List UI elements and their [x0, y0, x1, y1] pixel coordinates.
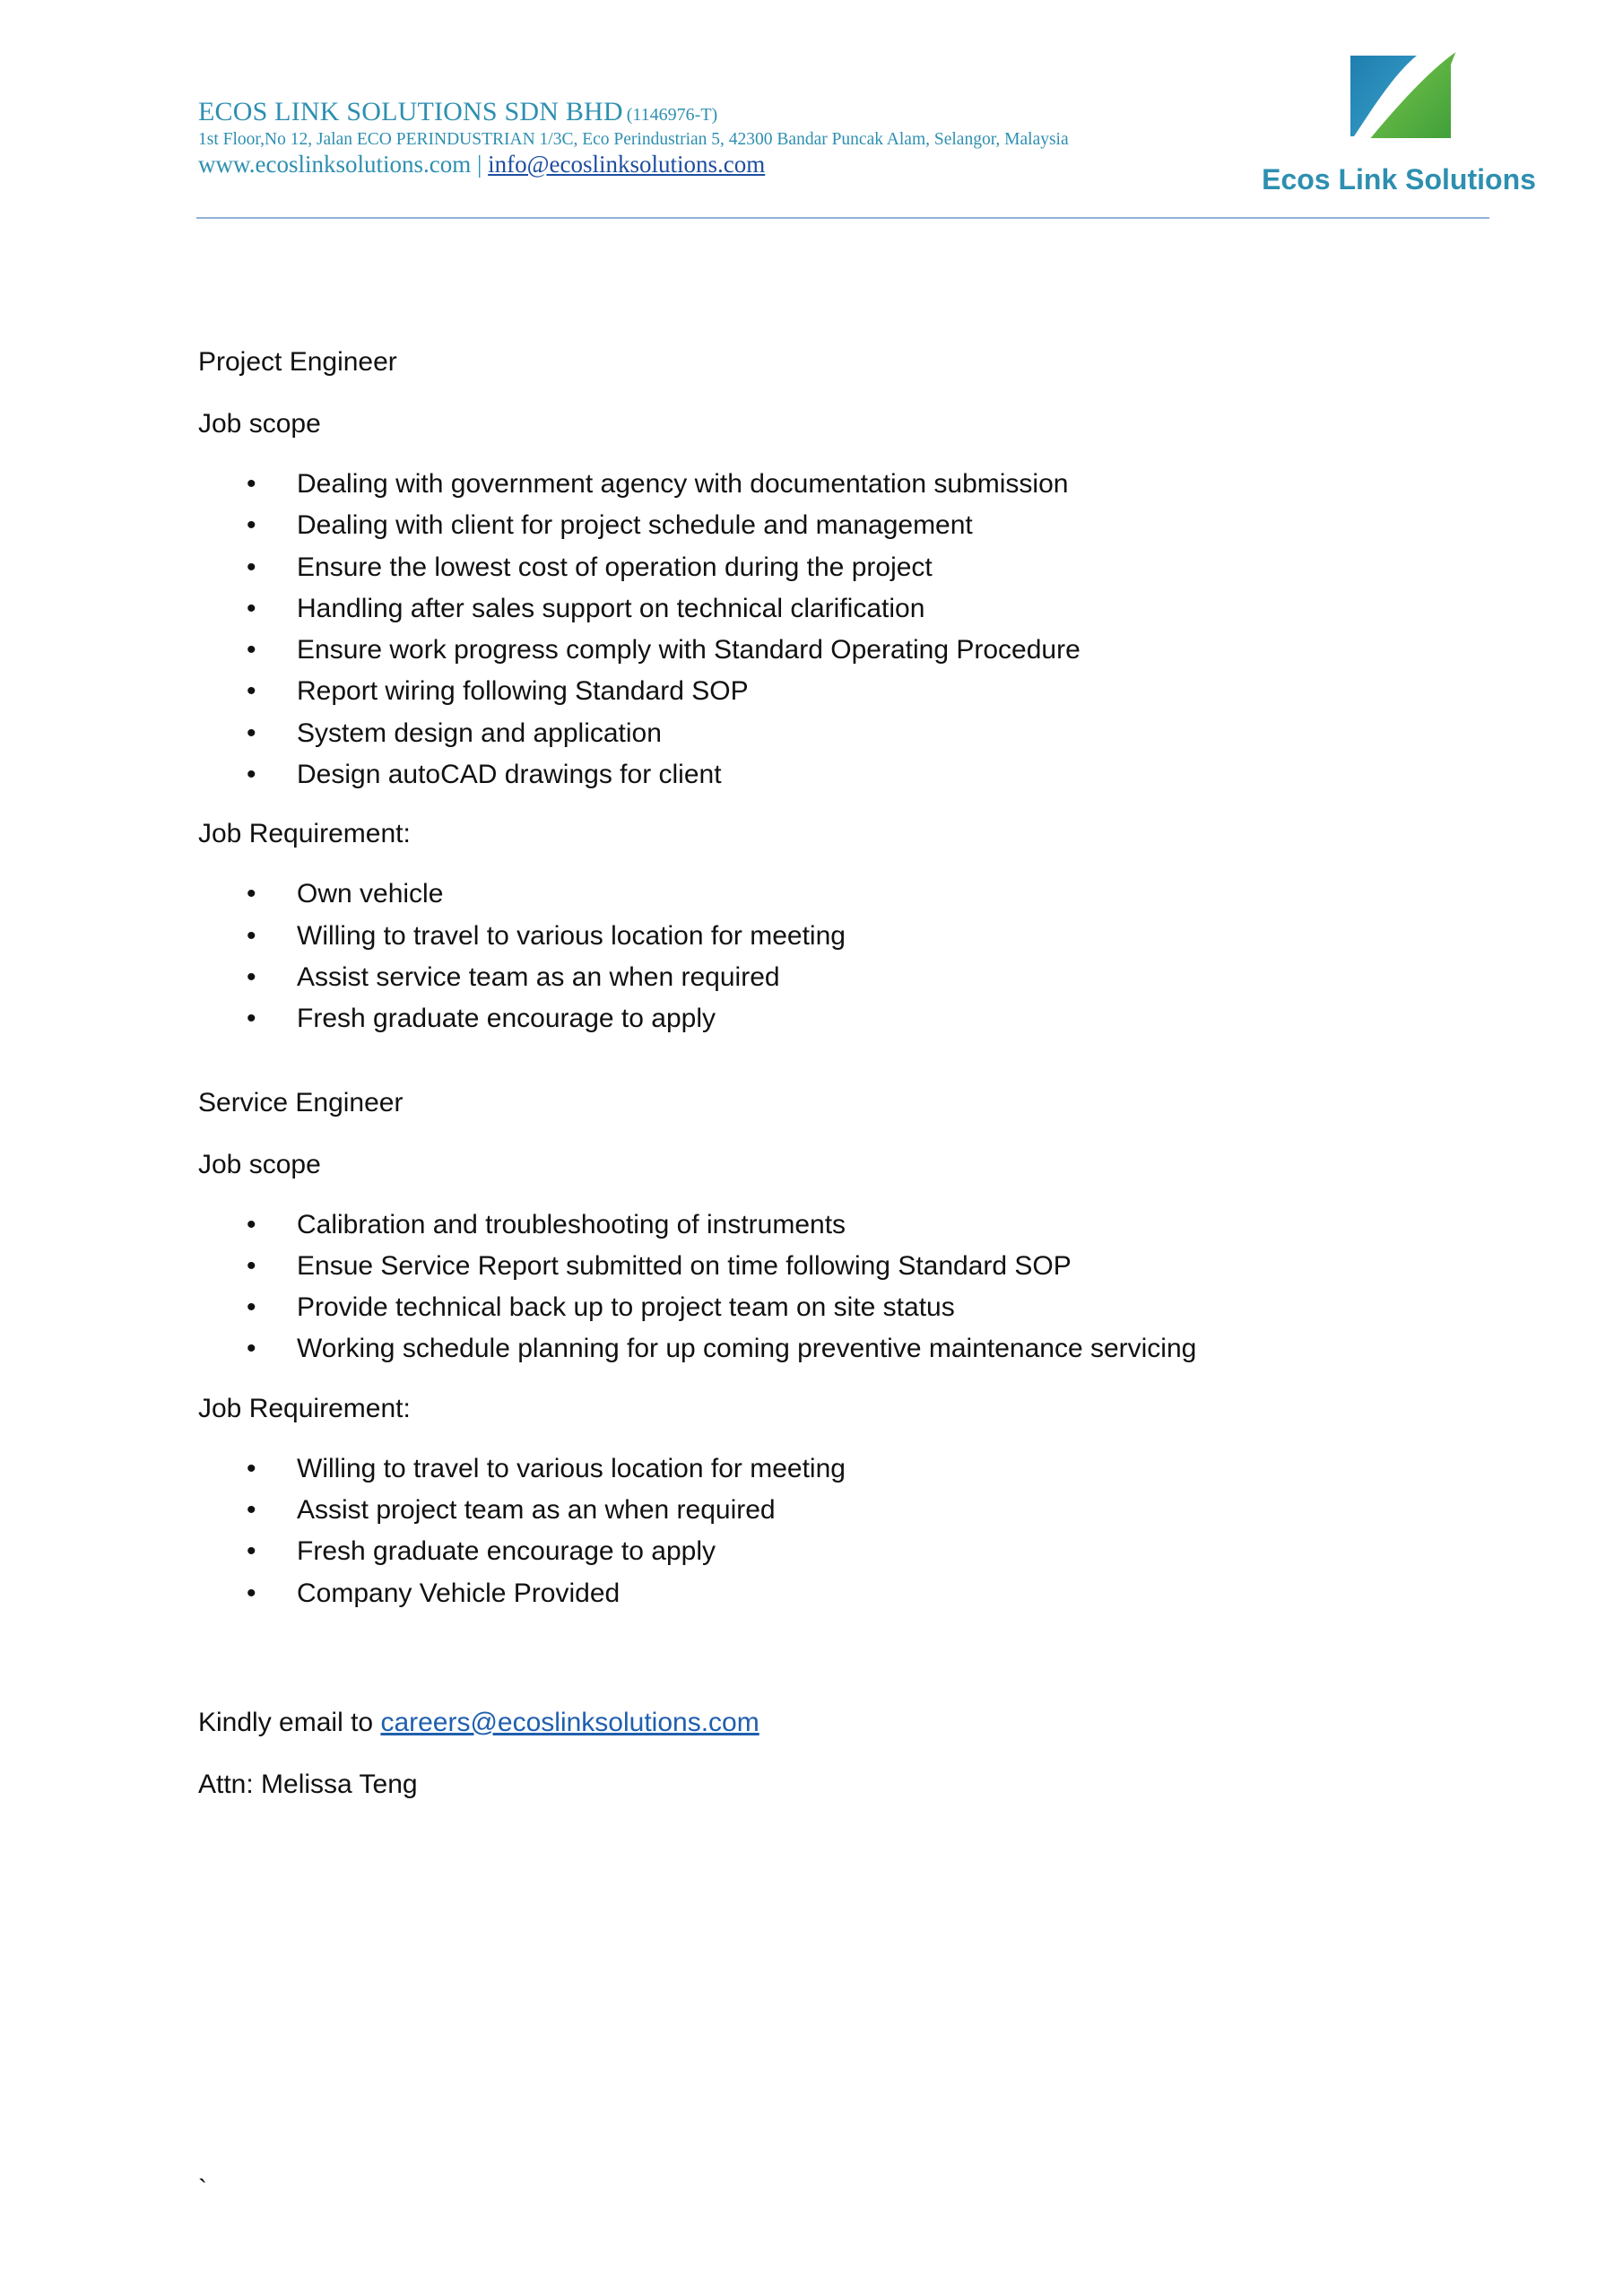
list-item: • Design autoCAD drawings for client: [198, 754, 1454, 796]
company-name: ECOS LINK SOLUTIONS SDN BHD: [198, 97, 623, 126]
job-scope-list: [198, 464, 1454, 796]
company-line: [198, 97, 717, 127]
list-item: • Ensure the lowest cost of operation during the project: [198, 547, 1454, 588]
section-spacer: [198, 1040, 1454, 1080]
email-instruction: [198, 1700, 1454, 1746]
position-project-engineer: [198, 339, 1454, 1040]
header-divider: [196, 217, 1489, 219]
job-scope-label: Job scope: [198, 1149, 321, 1179]
contact-line: [198, 151, 765, 178]
job-requirement-label: Job Requirement:: [198, 819, 411, 849]
list-item: • Dealing with government agency with documentation submission: [198, 464, 1454, 505]
separator: |: [476, 151, 482, 178]
job-requirement-list: [198, 1448, 1454, 1614]
job-requirement-list: [198, 874, 1454, 1039]
footer-mark: `: [198, 2175, 207, 2205]
position-title: Project Engineer: [198, 347, 397, 377]
attention-line: Attn: Melissa Teng: [198, 1769, 418, 1799]
company-address: 1st Floor,No 12, Jalan ECO PERINDUSTRIAN 1/3C, Eco Perindustrian 5, 42300 Bandar Puncak Alam, Selangor, Malaysia: [198, 130, 1069, 149]
list-item: • Assist project team as an when required: [198, 1490, 1454, 1531]
list-item: • Ensure work progress comply with Standard Operating Procedure: [198, 630, 1454, 671]
list-item: • Ensue Service Report submitted on time following Standard SOP: [198, 1246, 1454, 1287]
list-item: • Willing to travel to various location for meeting: [198, 1448, 1454, 1490]
list-item: • Fresh graduate encourage to apply: [198, 998, 1454, 1039]
application-contact: [198, 1700, 1454, 1808]
list-item: • Fresh graduate encourage to apply: [198, 1531, 1454, 1572]
position-title: Service Engineer: [198, 1087, 404, 1118]
website-text: www.ecoslinksolutions.com: [198, 151, 472, 178]
letterhead: [0, 0, 1623, 233]
logo-text: Ecos Link Solutions: [1262, 163, 1536, 196]
company-registration: (1146976-T): [626, 105, 718, 125]
list-item: • Handling after sales support on technical clarification: [198, 588, 1454, 630]
list-item: • Calibration and troubleshooting of instruments: [198, 1205, 1454, 1246]
info-email-link[interactable]: info@ecoslinksolutions.com: [488, 151, 766, 178]
job-scope-list: [198, 1205, 1454, 1370]
list-item: • Provide technical back up to project team on site status: [198, 1287, 1454, 1328]
list-item: • System design and application: [198, 713, 1454, 754]
logo-mark-icon: [1345, 47, 1462, 159]
list-item: • Willing to travel to various location for meeting: [198, 916, 1454, 957]
email-prefix: Kindly email to: [198, 1707, 381, 1737]
section-spacer: [198, 1614, 1454, 1700]
careers-email-link[interactable]: careers@ecoslinksolutions.com: [380, 1707, 759, 1737]
list-item: • Own vehicle: [198, 874, 1454, 915]
list-item: • Company Vehicle Provided: [198, 1573, 1454, 1614]
position-service-engineer: [198, 1080, 1454, 1614]
job-requirement-label: Job Requirement:: [198, 1393, 411, 1423]
list-item: • Assist service team as an when required: [198, 957, 1454, 998]
job-content: [198, 339, 1454, 1808]
company-logo: [1255, 47, 1542, 208]
list-item: • Dealing with client for project schedule and management: [198, 505, 1454, 546]
list-item: • Working schedule planning for up coming preventive maintenance servicing: [198, 1328, 1454, 1370]
job-scope-label: Job scope: [198, 409, 321, 439]
list-item: • Report wiring following Standard SOP: [198, 671, 1454, 712]
